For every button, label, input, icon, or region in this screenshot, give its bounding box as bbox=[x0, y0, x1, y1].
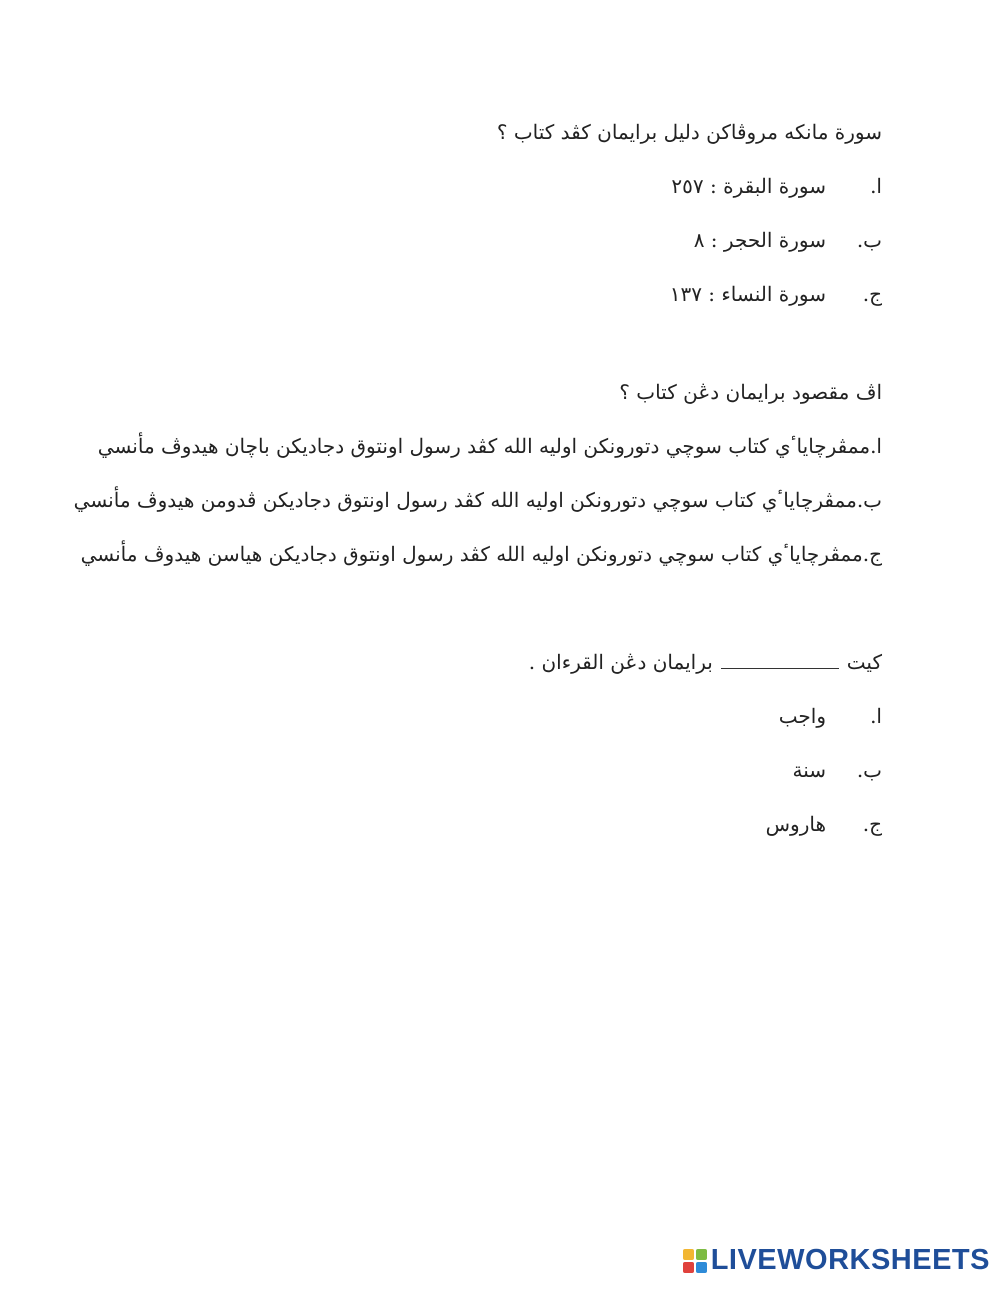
question-2 bbox=[73, 378, 882, 568]
question-2-text: اڤ مقصود برايمان دڠن كتاب ؟ bbox=[619, 380, 882, 404]
question-3 bbox=[122, 648, 882, 838]
question-2-option-c[interactable] bbox=[80, 540, 882, 568]
option-letter: ا. bbox=[870, 174, 882, 198]
question-1-option-a[interactable] bbox=[122, 172, 882, 200]
question-1-text: سورة مانكه مروڤاكن دليل برايمان كڤد كتاب ؟ bbox=[496, 120, 882, 144]
question-1-option-c[interactable] bbox=[122, 280, 882, 308]
option-text: ممڤرچاياٴي كتاب سوچي دتورونكن اوليه الله كڤد رسول اونتوق دجاديكن ڤدومن هيدوڤ مأنسي bbox=[73, 488, 857, 512]
option-letter: ب. bbox=[856, 228, 882, 252]
option-letter: ب. bbox=[856, 758, 882, 782]
option-text: سورة البقرة : ٢٥٧ bbox=[671, 174, 826, 198]
option-letter: ج. bbox=[862, 812, 882, 836]
question-2-option-b[interactable] bbox=[73, 486, 882, 514]
question-2-option-a[interactable] bbox=[97, 432, 882, 460]
option-letter: ج. bbox=[862, 542, 882, 566]
question-1 bbox=[122, 118, 882, 308]
question-3-option-c[interactable] bbox=[122, 810, 882, 838]
option-text: ممڤرچاياٴي كتاب سوچي دتورونكن اوليه الله كڤد رسول اونتوق دجاديكن هياسن هيدوڤ مأنسي bbox=[80, 542, 863, 566]
question-3-text-before: كيت bbox=[846, 650, 882, 674]
option-letter: ب. bbox=[856, 488, 882, 512]
logo-tile-yellow bbox=[683, 1249, 694, 1260]
option-letter: ج. bbox=[862, 282, 882, 306]
answer-blank[interactable] bbox=[721, 652, 839, 669]
liveworksheets-logo[interactable] bbox=[683, 1244, 990, 1277]
question-3-option-b[interactable] bbox=[122, 756, 882, 784]
liveworksheets-logo-icon bbox=[683, 1249, 707, 1273]
option-letter: ا. bbox=[870, 434, 882, 458]
option-text: ممڤرچاياٴي كتاب سوچي دتورونكن اوليه الله كڤد رسول اونتوق دجاديكن باچان هيدوڤ مأنسي bbox=[97, 434, 871, 458]
logo-tile-red bbox=[683, 1262, 694, 1273]
question-3-text-after: برايمان دڠن القرءان . bbox=[528, 650, 713, 674]
logo-tile-blue bbox=[696, 1262, 707, 1273]
option-text: سورة الحجر : ٨ bbox=[693, 228, 826, 252]
logo-tile-green bbox=[696, 1249, 707, 1260]
option-text: سنة bbox=[792, 758, 826, 782]
option-letter: ا. bbox=[870, 704, 882, 728]
question-1-option-b[interactable] bbox=[122, 226, 882, 254]
question-3-text bbox=[122, 648, 882, 676]
option-text: واجب bbox=[778, 704, 826, 728]
liveworksheets-logo-text: LIVEWORKSHEETS bbox=[710, 1244, 990, 1276]
option-text: سورة النساء : ١٣٧ bbox=[669, 282, 826, 306]
option-text: هاروس bbox=[765, 812, 826, 836]
question-3-option-a[interactable] bbox=[122, 702, 882, 730]
